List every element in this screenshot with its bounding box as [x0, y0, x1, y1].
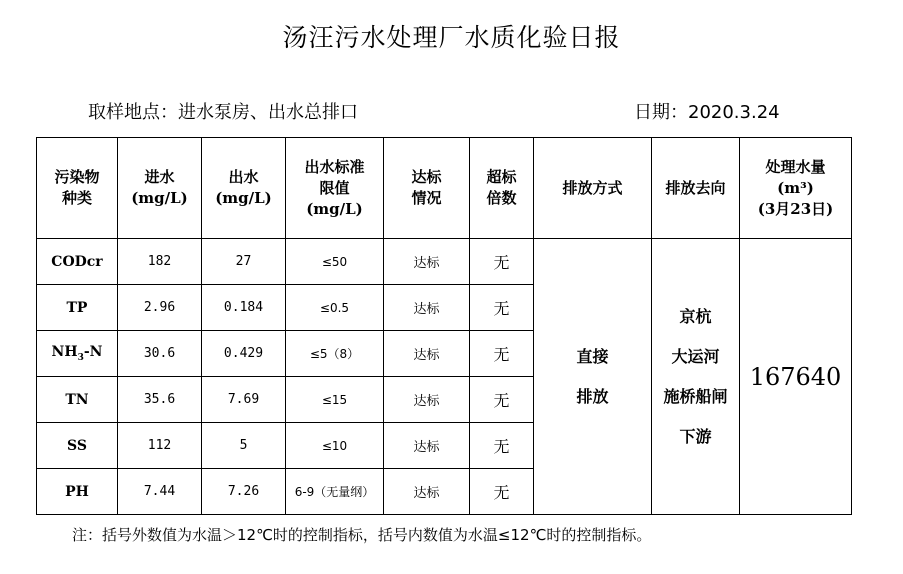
status-cell: 达标: [384, 239, 470, 285]
header-standard-line-1: 出水标准: [304, 157, 365, 176]
status-cell: 达标: [384, 469, 470, 515]
status-cell: 达标: [384, 423, 470, 469]
limit-cell: ≤5（8）: [286, 331, 384, 377]
header-exceed-line-1: 超标: [486, 168, 517, 186]
header-outflow-line-1: 出水: [228, 168, 259, 186]
header-volume: [740, 138, 852, 239]
limit-cell: 6-9（无量纲）: [286, 469, 384, 515]
exceed-cell: 无: [470, 377, 534, 423]
inflow-cell: 30.6: [118, 331, 202, 377]
pollutant-cell: CODcr: [37, 239, 118, 285]
outflow-cell: 7.26: [202, 469, 286, 515]
pollutant-tail-text: -N: [83, 344, 103, 361]
pollutant-cell: PH: [37, 469, 118, 515]
limit-cell: ≤10: [286, 423, 384, 469]
header-standard-line-3: (mg/L): [306, 199, 363, 218]
outflow-cell: 7.69: [202, 377, 286, 423]
discharge-destination-line-3: 施桥船闸: [663, 386, 728, 406]
header-method: [534, 138, 652, 239]
limit-cell: ≤50: [286, 239, 384, 285]
header-pollutant-line-2: 种类: [61, 189, 92, 207]
outflow-cell: 0.184: [202, 285, 286, 331]
limit-cell: ≤15: [286, 377, 384, 423]
header-pollutant-line-1: 污染物: [54, 168, 100, 186]
header-exceed: [470, 138, 534, 239]
water-quality-table: [36, 137, 852, 515]
header-row: [37, 138, 852, 239]
discharge-destination-cell: [652, 239, 740, 515]
header-inflow-line-2: (mg/L): [131, 189, 188, 207]
outflow-cell: 27: [202, 239, 286, 285]
status-cell: 达标: [384, 331, 470, 377]
report-title: 汤汪污水处理厂水质化验日报: [282, 23, 621, 52]
header-compliance-line-2: 情况: [411, 189, 442, 207]
inflow-cell: 182: [118, 239, 202, 285]
pollutant-cell: TP: [37, 285, 118, 331]
table-row-codcr: [37, 239, 852, 285]
header-method-line-1: 排放方式: [562, 178, 623, 197]
discharge-method-line-1: 直接: [576, 346, 609, 366]
header-outflow: [202, 138, 286, 239]
header-destination: [652, 138, 740, 239]
inflow-cell: 7.44: [118, 469, 202, 515]
header-inflow-line-1: 进水: [144, 168, 175, 186]
pollutant-cell: [37, 331, 118, 377]
pollutant-subscript: 3: [77, 352, 84, 363]
discharge-destination-line-1: 京杭: [679, 306, 712, 326]
sample-location: 取样地点：进水泵房、出水总排口: [88, 102, 358, 123]
outflow-cell: 0.429: [202, 331, 286, 377]
header-volume-line-1: 处理水量: [765, 157, 826, 176]
exceed-cell: 无: [470, 469, 534, 515]
header-compliance-line-1: 达标: [411, 168, 442, 186]
inflow-cell: 2.96: [118, 285, 202, 331]
discharge-destination-line-2: 大运河: [671, 346, 720, 366]
exceed-cell: 无: [470, 285, 534, 331]
header-standard-line-2: 限值: [319, 178, 350, 197]
pollutant-cell: SS: [37, 423, 118, 469]
discharge-destination-line-4: 下游: [679, 426, 712, 446]
header-exceed-line-2: 倍数: [486, 189, 517, 207]
outflow-cell: 5: [202, 423, 286, 469]
header-compliance: [384, 138, 470, 239]
treated-volume-cell: 167640: [740, 239, 852, 515]
exceed-cell: 无: [470, 239, 534, 285]
inflow-cell: 112: [118, 423, 202, 469]
header-outflow-line-2: (mg/L): [215, 189, 272, 207]
header-volume-line-3: (3月23日): [757, 199, 834, 218]
status-cell: 达标: [384, 285, 470, 331]
discharge-method-cell: [534, 239, 652, 515]
pollutant-main-text: NH: [51, 344, 78, 361]
header-standard: [286, 138, 384, 239]
limit-cell: ≤0.5: [286, 285, 384, 331]
exceed-cell: 无: [470, 423, 534, 469]
header-inflow: [118, 138, 202, 239]
report-date: 日期：2020.3.24: [634, 102, 780, 123]
exceed-cell: 无: [470, 331, 534, 377]
header-destination-line-1: 排放去向: [665, 178, 726, 197]
header-pollutant: [37, 138, 118, 239]
pollutant-cell: TN: [37, 377, 118, 423]
discharge-method-line-2: 排放: [576, 386, 609, 406]
footnote: 注：括号外数值为水温＞12℃时的控制指标，括号内数值为水温≤12℃时的控制指标。: [72, 526, 652, 544]
inflow-cell: 35.6: [118, 377, 202, 423]
header-volume-line-2: (m³): [777, 178, 814, 197]
status-cell: 达标: [384, 377, 470, 423]
